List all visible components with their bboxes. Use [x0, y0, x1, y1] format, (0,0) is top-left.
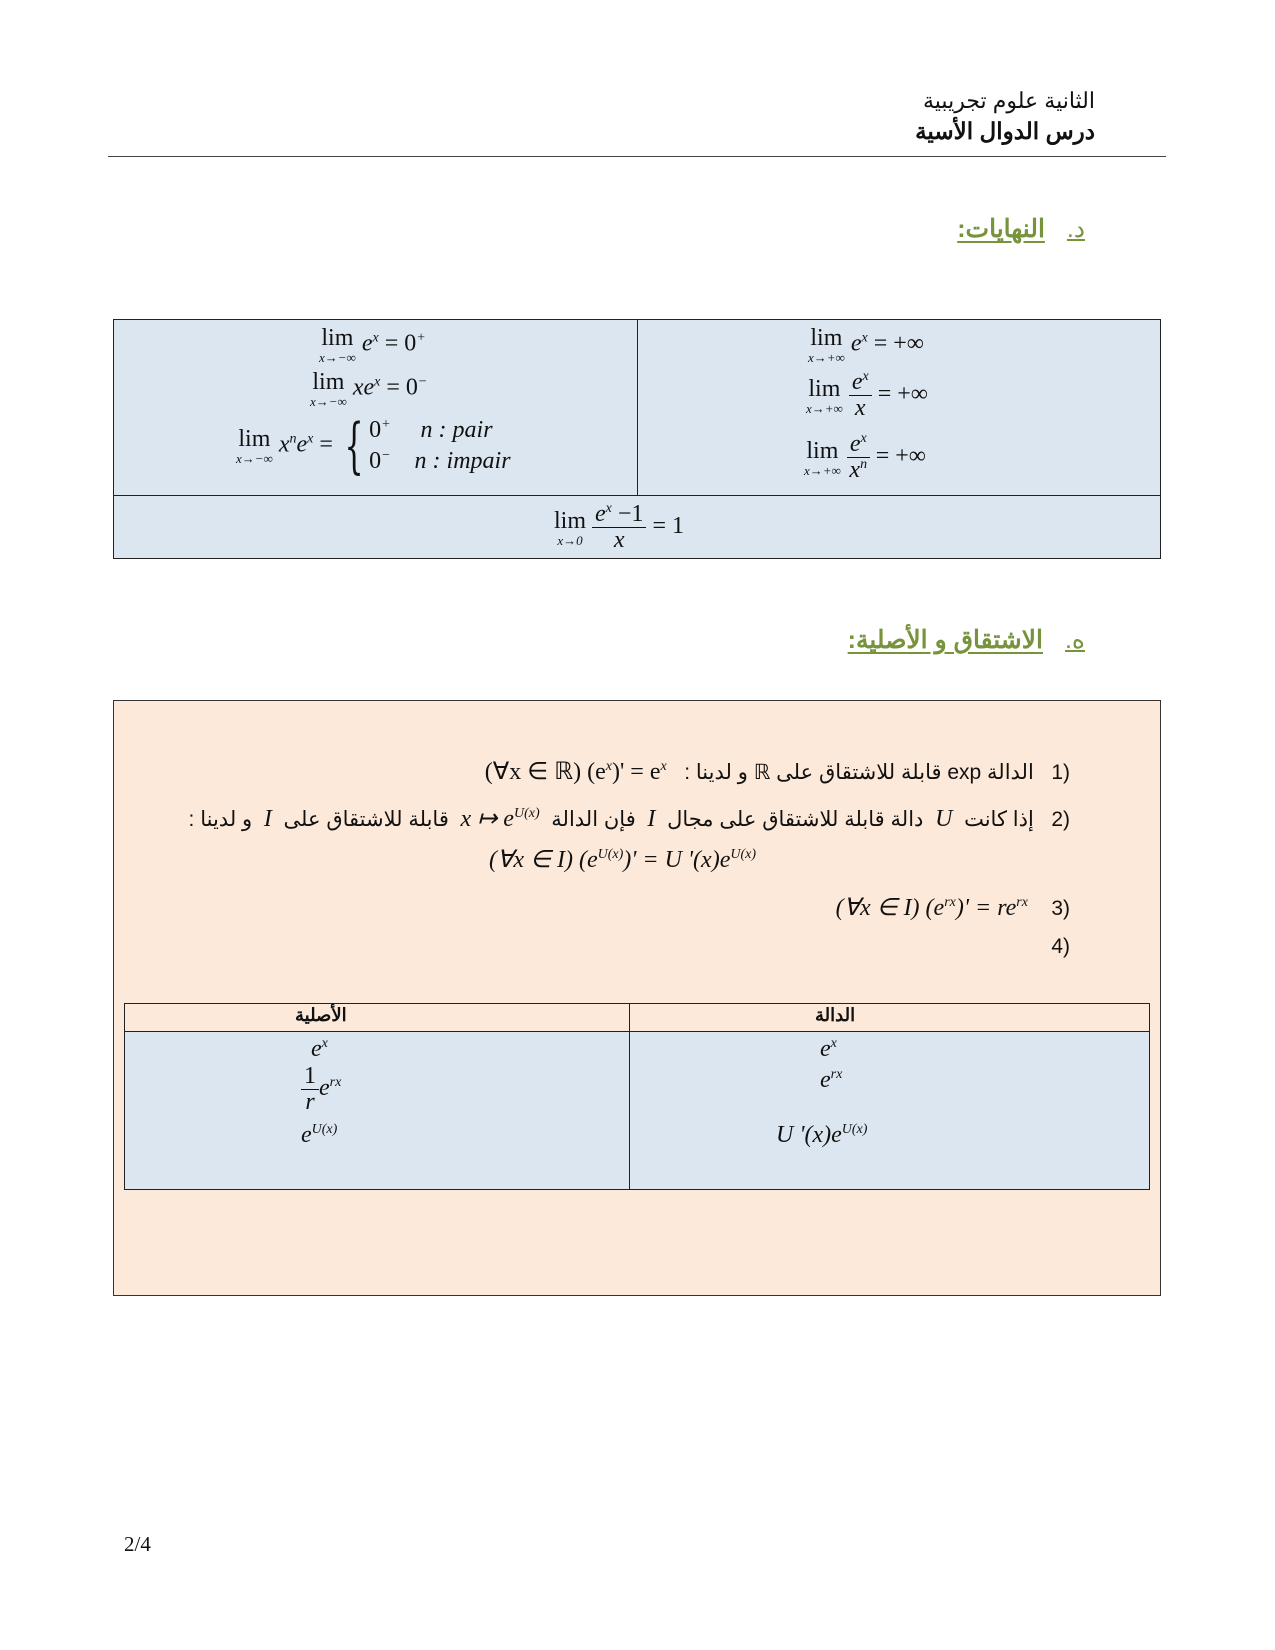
limit-exp-minus-one-over-x-at-zero: lim x→0 $\frac{e^x -1}{x}$ = 1 [554, 501, 684, 554]
limit-exp-over-x-plus-infinity: lim x→+∞ $\frac{e^x}{x}$ = +∞ [806, 369, 928, 422]
section-limits-heading [957, 214, 1085, 244]
property-2-formula: (∀x ∈ I) $(e^{U(x)})' = U$ '$(x)e^{U(x)}$ [489, 847, 756, 873]
case-even: 0+ n : pair [369, 417, 493, 443]
primitives-table-column-divider [629, 1004, 630, 1189]
function-row-1: $e^x$ [820, 1036, 837, 1062]
cases-brace: { [344, 411, 364, 482]
section-derivation-heading [848, 625, 1085, 655]
limit-exp-minus-infinity: lim x→−∞ $e^x = 0^+$ [319, 325, 426, 365]
limit-exp-over-xn-plus-infinity: lim x→+∞ $\frac{e^x}{x^n}$ = +∞ [804, 431, 926, 484]
primitive-row-3: $e^{U(x)}$ [301, 1122, 338, 1148]
lesson-title: درس الدوال الأسية [915, 118, 1095, 144]
section-limits-number: د. [1066, 215, 1085, 243]
class-level: الثانية علوم تجريبية [923, 88, 1095, 113]
header-primitive: الأصلية [295, 1005, 347, 1025]
property-4: (4 [1051, 935, 1070, 958]
section-derivation-number: ه. [1064, 626, 1085, 654]
primitive-row-2: $\frac{1}{r}$ $e^{rx}$ [301, 1064, 341, 1115]
limits-table-column-divider [637, 320, 638, 495]
primitive-row-1: $e^x$ [311, 1036, 328, 1062]
header-function: الدالة [815, 1005, 856, 1025]
property-1: (1 الدالة exp قابلة للاشتقاق على ℝ و لدينا : (∀x ∈ ℝ) $(e^x)' = e^x$ [484, 759, 1070, 785]
function-row-3: U '$(x)e^{U(x)}$ [776, 1122, 868, 1148]
header-divider [108, 156, 1166, 157]
limits-table-row-divider [114, 495, 1160, 496]
page-number: 2/4 [124, 1532, 151, 1556]
derivation-box [113, 700, 1161, 1296]
section-derivation-title: الاشتقاق و الأصلية: [847, 626, 1043, 654]
function-row-2: $e^{rx}$ [820, 1067, 843, 1093]
limit-xn-exp-minus-infinity: lim x→−∞ $x^ne^x$ = { 0+ n : pair 0− n : impair [236, 411, 511, 482]
primitives-table [124, 1003, 1150, 1190]
property-2: (2 إذا كانت U دالة قابلة للاشتقاق على مجال I فإن الدالة x ↦ $e^{U(x)}$ قابلة للاشتقاق على I و لدينا : [188, 806, 1070, 832]
case-odd: 0− n : impair [369, 448, 511, 475]
primitives-table-header [125, 1004, 1149, 1032]
limit-exp-plus-infinity: lim x→+∞ $e^x$ = +∞ [808, 325, 924, 365]
limits-table [113, 319, 1161, 559]
section-limits-title: النهايات: [957, 215, 1045, 243]
limit-xexp-minus-infinity: lim x→−∞ $xe^x = 0^-$ [310, 369, 428, 409]
property-3: (3 (∀x ∈ I) $(e^{rx})' = re^{rx}$ [835, 895, 1070, 921]
